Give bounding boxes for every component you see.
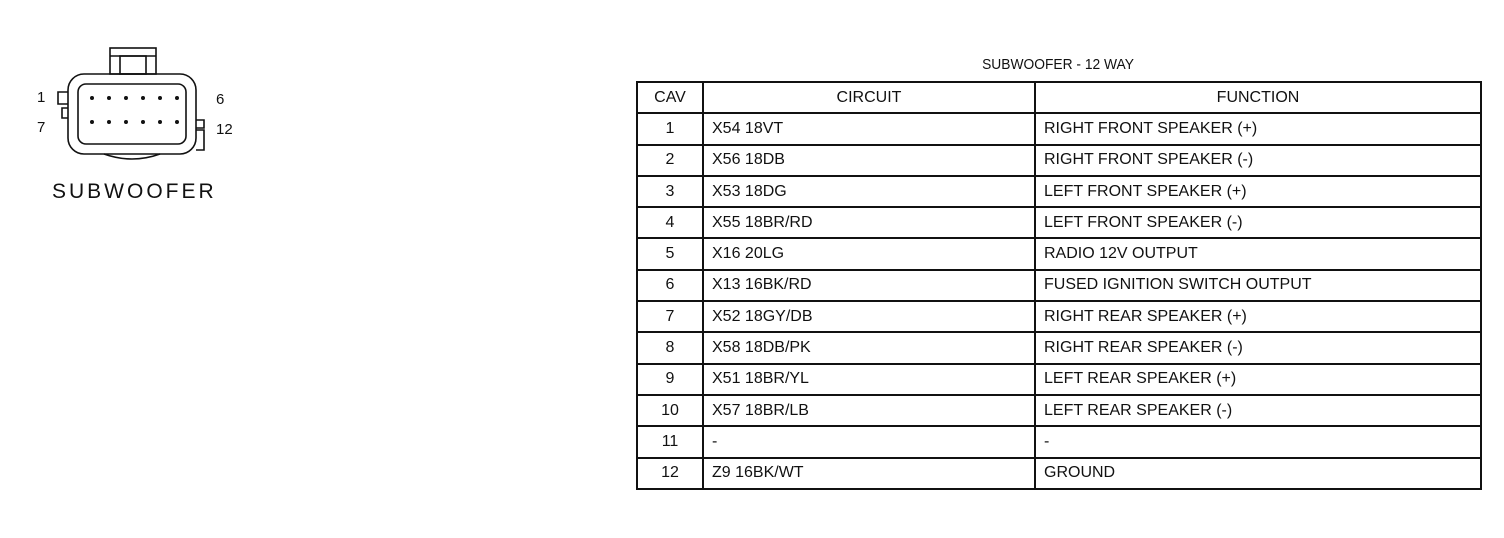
header-circuit: CIRCUIT <box>703 82 1035 113</box>
header-function: FUNCTION <box>1035 82 1481 113</box>
circuit-cell: X57 18BR/LB <box>703 395 1035 426</box>
circuit-cell: X58 18DB/PK <box>703 332 1035 363</box>
circuit-cell: X52 18GY/DB <box>703 301 1035 332</box>
table-row <box>637 395 1481 426</box>
circuit-cell: X51 18BR/YL <box>703 364 1035 395</box>
table-row <box>637 301 1481 332</box>
function-cell: LEFT FRONT SPEAKER (-) <box>1035 207 1481 238</box>
circuit-cell: X53 18DG <box>703 176 1035 207</box>
function-cell: RADIO 12V OUTPUT <box>1035 238 1481 269</box>
circuit-cell: X55 18BR/RD <box>703 207 1035 238</box>
connector-name: SUBWOOFER <box>52 180 217 203</box>
connector-outline-icon <box>34 46 244 186</box>
table-row <box>637 364 1481 395</box>
table-row <box>637 238 1481 269</box>
circuit-cell: X13 16BK/RD <box>703 270 1035 301</box>
cav-cell: 8 <box>637 332 703 363</box>
table-row <box>637 145 1481 176</box>
function-cell: - <box>1035 426 1481 457</box>
function-cell: LEFT FRONT SPEAKER (+) <box>1035 176 1481 207</box>
cav-cell: 4 <box>637 207 703 238</box>
cav-cell: 9 <box>637 364 703 395</box>
header-row <box>637 82 1481 113</box>
cav-cell: 11 <box>637 426 703 457</box>
pin-label-12: 12 <box>216 121 233 138</box>
cav-cell: 6 <box>637 270 703 301</box>
circuit-cell: X54 18VT <box>703 113 1035 144</box>
function-cell: LEFT REAR SPEAKER (-) <box>1035 395 1481 426</box>
table-row <box>637 458 1481 489</box>
cav-cell: 3 <box>637 176 703 207</box>
table-row <box>637 270 1481 301</box>
function-cell: GROUND <box>1035 458 1481 489</box>
table-row <box>637 176 1481 207</box>
cav-cell: 5 <box>637 238 703 269</box>
table-title: SUBWOOFER - 12 WAY <box>982 56 1134 73</box>
table-row <box>637 113 1481 144</box>
circuit-cell: X56 18DB <box>703 145 1035 176</box>
header-cav: CAV <box>637 82 703 113</box>
function-cell: RIGHT REAR SPEAKER (-) <box>1035 332 1481 363</box>
cav-cell: 12 <box>637 458 703 489</box>
function-cell: FUSED IGNITION SWITCH OUTPUT <box>1035 270 1481 301</box>
pinout-table <box>636 81 1482 490</box>
connector-face <box>34 46 244 186</box>
table-row <box>637 426 1481 457</box>
cav-cell: 2 <box>637 145 703 176</box>
circuit-cell: - <box>703 426 1035 457</box>
pin-label-1: 1 <box>37 89 46 106</box>
pin-label-7: 7 <box>37 119 46 136</box>
pin-label-6: 6 <box>216 91 225 108</box>
function-cell: RIGHT FRONT SPEAKER (+) <box>1035 113 1481 144</box>
circuit-cell: X16 20LG <box>703 238 1035 269</box>
cav-cell: 1 <box>637 113 703 144</box>
table-row <box>637 332 1481 363</box>
cav-cell: 7 <box>637 301 703 332</box>
circuit-cell: Z9 16BK/WT <box>703 458 1035 489</box>
function-cell: LEFT REAR SPEAKER (+) <box>1035 364 1481 395</box>
function-cell: RIGHT FRONT SPEAKER (-) <box>1035 145 1481 176</box>
table-row <box>637 207 1481 238</box>
function-cell: RIGHT REAR SPEAKER (+) <box>1035 301 1481 332</box>
cav-cell: 10 <box>637 395 703 426</box>
